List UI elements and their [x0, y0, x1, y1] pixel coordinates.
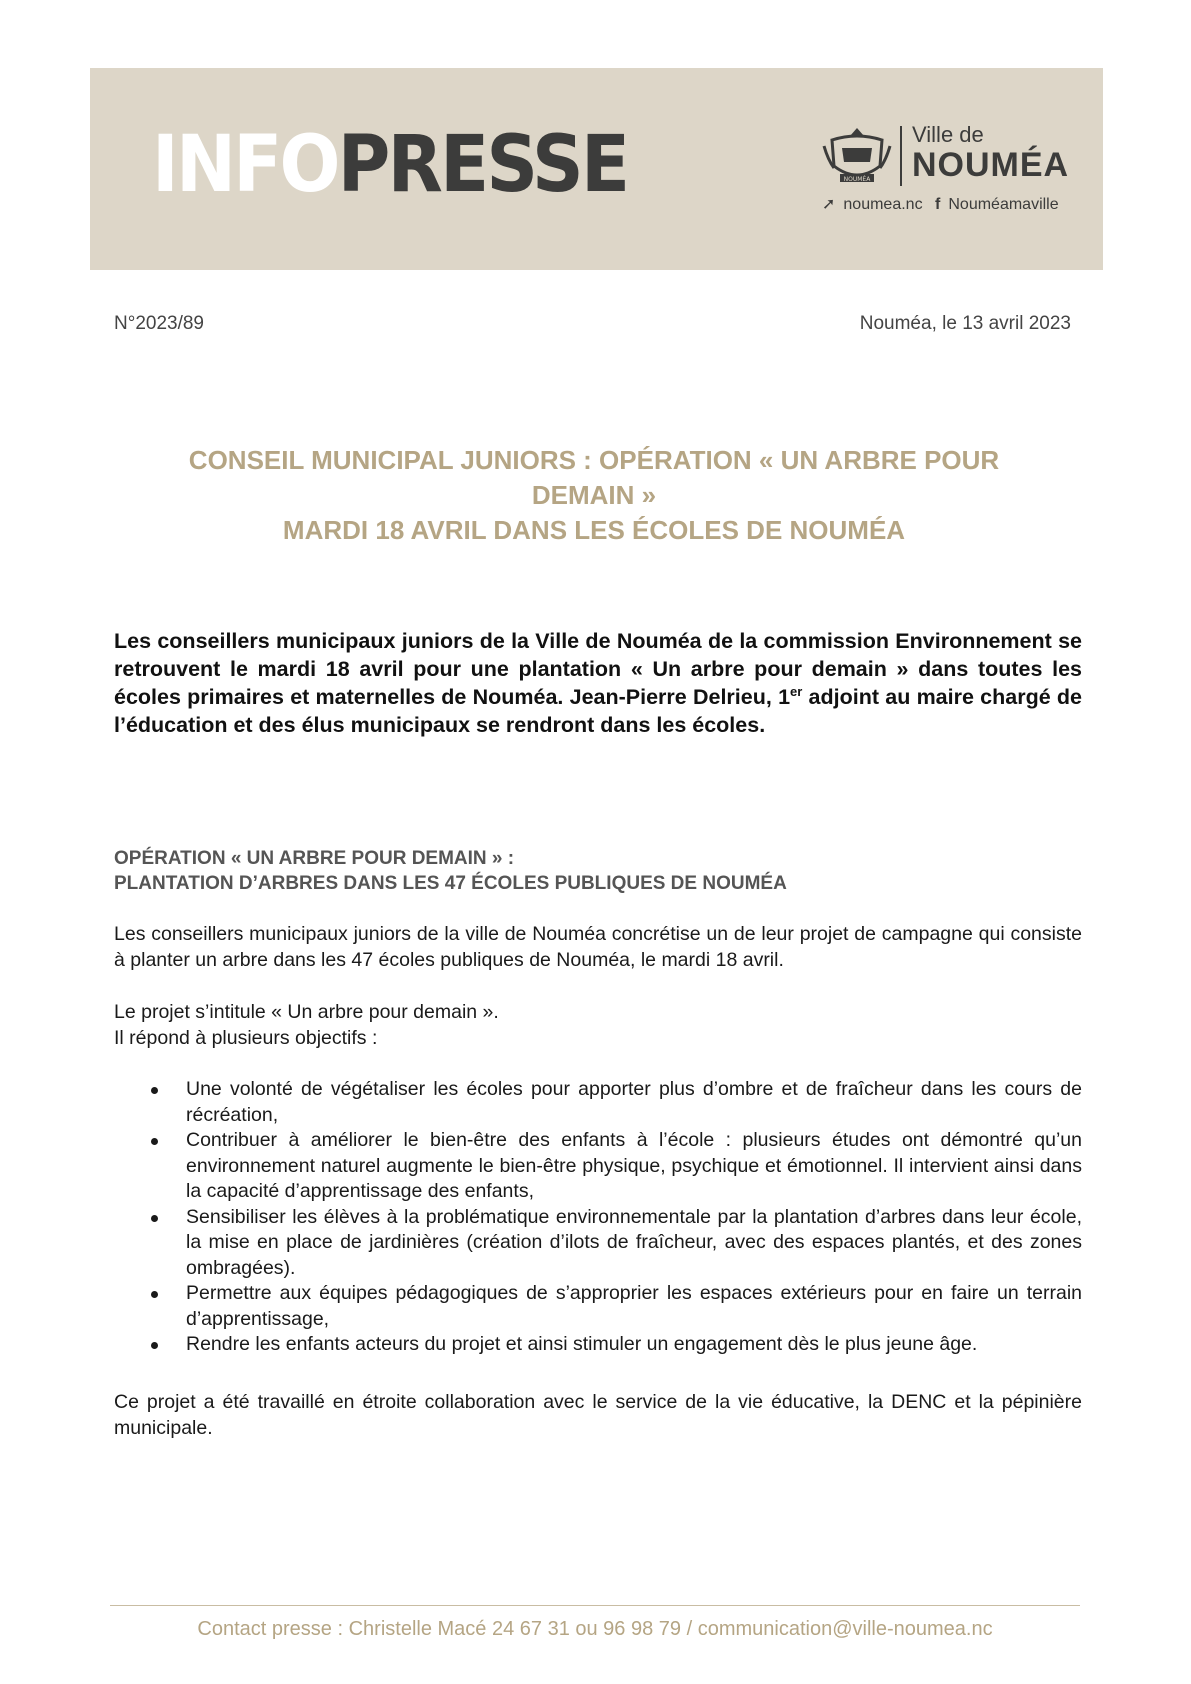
paragraph-2-line-2: Il répond à plusieurs objectifs : — [114, 1026, 378, 1049]
lead-superscript: er — [790, 683, 803, 699]
title-line-2: DEMAIN » — [531, 480, 657, 510]
title-line-1: CONSEIL MUNICIPAL JUNIORS : OPÉRATION « UN ARBRE POUR — [188, 445, 1000, 475]
web-arrow-icon: ➚ — [822, 196, 836, 213]
brand-presse: PRESSE — [337, 120, 628, 210]
bullet-icon — [151, 1342, 158, 1349]
svg-text:NOUMÉA: NOUMÉA — [843, 176, 871, 183]
facebook-icon: f — [935, 196, 941, 213]
lead-paragraph — [114, 627, 1082, 739]
press-contact: Contact presse : Christelle Macé 24 67 31 ou 96 98 79 / communication@ville-noumea.nc — [197, 1618, 993, 1640]
objectives-list — [114, 1077, 1082, 1358]
paragraph-2-line-1: Le projet s’intitule « Un arbre pour demain ». — [114, 1001, 499, 1023]
paragraph-3: Ce projet a été travaillé en étroite collaboration avec le service de la vie éducative, la DENC et la pépinière municipale. — [114, 1391, 1082, 1439]
section-heading-line-2: PLANTATION D’ARBRES DANS LES 47 ÉCOLES PUBLIQUES DE NOUMÉA — [114, 873, 787, 894]
facebook-link[interactable]: Nouméamaville — [948, 196, 1059, 213]
website-link[interactable]: noumea.nc — [843, 196, 923, 213]
list-item — [114, 1332, 1082, 1358]
list-item-text: Contribuer à améliorer le bien-être des enfants à l’école : plusieurs études ont démontré qu’un environnement naturel augmente le bien-être physique, psychique et émotionnel. Il intervient ainsi dans la capacité d’apprentissage des enfants, — [186, 1129, 1082, 1202]
section-heading — [114, 846, 1082, 896]
infopresse-brand — [152, 120, 627, 210]
release-number: N°2023/89 — [114, 313, 204, 334]
list-item-text: Une volonté de végétaliser les écoles pour apporter plus d’ombre et de fraîcheur dans les cours de récréation, — [186, 1078, 1082, 1126]
list-item — [114, 1205, 1082, 1282]
lead-text-1: Les conseillers municipaux juniors de la Ville de Nouméa de la commission Environnement se retrouvent le mardi 18 avril pour une plantation « Un arbre pour demain » dans toutes les écoles primaires et maternelles de Nouméa. Jean-Pierre Delrieu, 1 — [114, 629, 1082, 709]
lead-text-2: adjoint au maire chargé de l’éducation et des élus municipaux se rendront dans les écoles. — [114, 685, 1082, 737]
logo-links — [822, 194, 1067, 214]
bullet-icon — [151, 1291, 158, 1298]
bullet-icon — [151, 1138, 158, 1145]
logo-separator — [900, 126, 902, 186]
list-item-text: Rendre les enfants acteurs du projet et ainsi stimuler un engagement dès le plus jeune âge. — [186, 1333, 978, 1355]
city-crest-icon — [820, 126, 894, 188]
list-item-text: Sensibiliser les élèves à la problématique environnementale par la plantation d’arbres dans leur école, la mise en place de jardinières (création d’ilots de fraîcheur, avec des espaces plantés, et des zones ombragées). — [186, 1205, 1082, 1279]
logo-ville-de: Ville de — [912, 122, 984, 147]
list-item — [114, 1128, 1082, 1205]
brand-info: INFO — [152, 120, 338, 210]
logo-noumea: NOUMÉA — [912, 146, 1070, 184]
paragraph-2 — [114, 1000, 1082, 1051]
paragraph-1: Les conseillers municipaux juniors de la ville de Nouméa concrétise un de leur projet de campagne qui consiste à planter un arbre dans les 47 écoles publiques de Nouméa, le mardi 18 avril. — [114, 923, 1082, 971]
release-date: Nouméa, le 13 avril 2023 — [859, 313, 1071, 334]
bullet-icon — [151, 1215, 158, 1222]
page-title — [114, 443, 1074, 548]
list-item-text: Permettre aux équipes pédagogiques de s’approprier les espaces extérieurs pour en faire un terrain d’apprentissage, — [186, 1282, 1082, 1330]
header-banner — [90, 68, 1103, 270]
section-heading-line-1: OPÉRATION « UN ARBRE POUR DEMAIN » : — [114, 848, 515, 869]
footer-divider — [110, 1605, 1080, 1606]
list-item — [114, 1077, 1082, 1128]
bullet-icon — [151, 1087, 158, 1094]
list-item — [114, 1281, 1082, 1332]
title-line-3: MARDI 18 AVRIL DANS LES ÉCOLES DE NOUMÉA — [282, 515, 906, 545]
ville-de-noumea-logo — [820, 118, 1080, 218]
